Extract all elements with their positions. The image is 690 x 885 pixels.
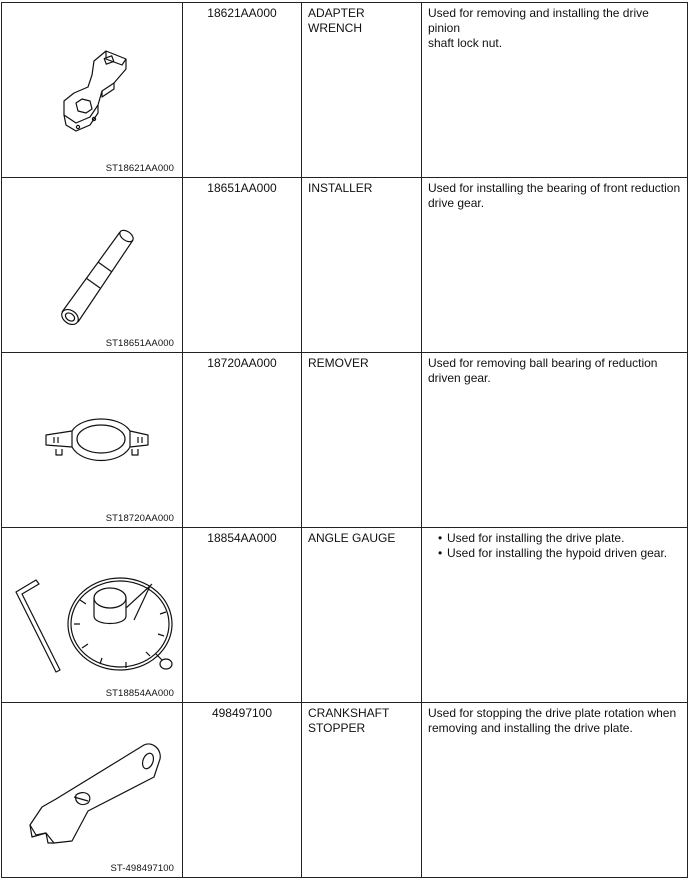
tool-name [302,178,422,353]
tool-image-caption: ST18854AA000 [105,688,174,699]
tool-name-line: WRENCH [308,21,362,35]
tool-image-cell [2,528,183,703]
special-tools-table [1,2,688,878]
tool-description-bullet: • Used for installing the drive plate. [438,531,681,546]
tool-image-cell [2,353,183,528]
tool-name [302,703,422,878]
tool-description [422,703,688,878]
tool-name-line: ANGLE GAUGE [308,531,396,545]
installer-tube-icon [2,178,183,353]
tool-name-line: INSTALLER [308,181,373,195]
part-number: 18720AA000 [183,353,302,528]
remover-clamp-icon [2,353,183,528]
tool-image-cell [2,178,183,353]
part-number: 18854AA000 [183,528,302,703]
table-row [2,528,688,703]
tool-image-caption: ST18651AA000 [105,338,174,349]
tool-description-line: drive gear. [428,196,485,210]
tool-image-cell [2,703,183,878]
angle-gauge-icon [2,528,183,703]
tool-description [422,178,688,353]
part-number: 18651AA000 [183,178,302,353]
tool-name [302,353,422,528]
adapter-wrench-icon [2,3,183,178]
tool-name-line: CRANKSHAFT [308,706,390,720]
tool-description-line: Used for removing ball bearing of reduction [428,356,658,370]
tool-name-line: REMOVER [308,356,369,370]
tool-image-caption: ST18720AA000 [105,513,174,524]
tool-name-line: STOPPER [308,721,366,735]
table-row [2,703,688,878]
tool-description-bullets [428,531,681,561]
tool-description-line: Used for stopping the drive plate rotation when [428,706,677,720]
table-row [2,353,688,528]
tool-description-line: driven gear. [428,371,491,385]
tool-description [422,3,688,178]
tool-description-line: Used for removing and installing the drive pinion [428,6,649,35]
part-number: 498497100 [183,703,302,878]
table-row [2,3,688,178]
tool-name [302,3,422,178]
table-row [2,178,688,353]
tool-description-line: Used for installing the bearing of front reduction [428,181,681,195]
tool-image-caption: ST18621AA000 [105,163,174,174]
tool-name [302,528,422,703]
tool-description [422,353,688,528]
tool-image-cell [2,3,183,178]
tool-description [422,528,688,703]
part-number: 18621AA000 [183,3,302,178]
tool-description-bullet: • Used for installing the hypoid driven gear. [438,546,681,561]
tool-description-line: shaft lock nut. [428,36,503,50]
crankshaft-stopper-icon [2,703,183,878]
tool-description-line: removing and installing the drive plate. [428,721,633,735]
tool-name-line: ADAPTER [308,6,365,20]
tool-image-caption: ST-498497100 [110,863,174,874]
